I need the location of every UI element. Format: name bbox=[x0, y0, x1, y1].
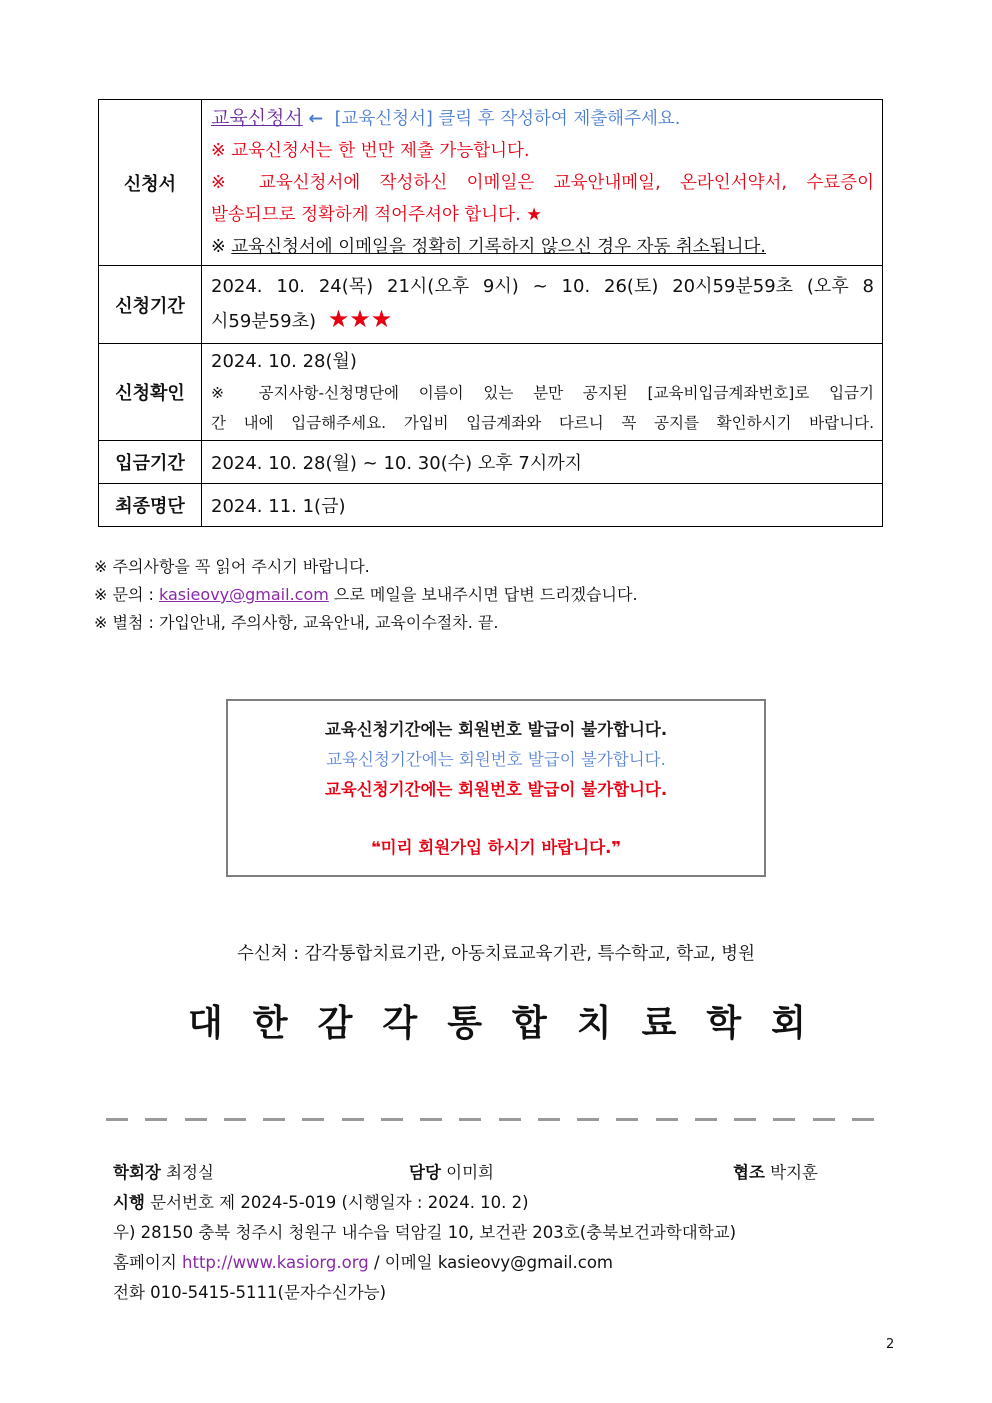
manager-name: 이미희 bbox=[446, 1163, 494, 1182]
inquiry-email-link[interactable]: kasieovy@gmail.com bbox=[158, 585, 329, 604]
org-char: 치 bbox=[576, 1003, 612, 1044]
notice-line-red: 교육신청기간에는 회원번호 발급이 불가합니다. bbox=[324, 780, 668, 799]
coop-name: 박지훈 bbox=[770, 1163, 818, 1182]
notice-signup-reminder: ❝미리 회원가입 하시기 바랍니다.❞ bbox=[370, 838, 622, 857]
left-arrow-icon: ← bbox=[308, 109, 324, 129]
president-name: 최정실 bbox=[166, 1163, 214, 1182]
table-row bbox=[99, 100, 883, 266]
form-note-email-b: 발송되므로 정확하게 적어주셔야 합니다. bbox=[211, 205, 521, 225]
dashed-divider bbox=[106, 1118, 874, 1121]
coop-label: 협조 bbox=[733, 1163, 765, 1182]
exec-label: 시행 bbox=[113, 1193, 145, 1212]
star-icon: ★★★ bbox=[327, 305, 393, 333]
notes-section bbox=[94, 553, 638, 637]
org-char: 대 bbox=[188, 1003, 223, 1044]
document-number: 문서번호 제 2024-5-019 (시행일자 : 2024. 10. 2) bbox=[150, 1193, 529, 1212]
form-note-once: ※ 교육신청서는 한 번만 제출 가능합니다. bbox=[211, 141, 530, 161]
note-read-caution: ※ 주의사항을 꼭 읽어 주시기 바랍니다. bbox=[94, 557, 370, 576]
address: 우) 28150 충북 청주시 청원구 내수읍 덕암길 10, 보건관 203호(충북보건과학대학교) bbox=[113, 1223, 737, 1242]
org-char: 합 bbox=[511, 1003, 547, 1044]
homepage-label: 홈페이지 bbox=[113, 1253, 177, 1272]
recipients: 수신처 : 감각통합치료기관, 아동치료교육기관, 특수학교, 학교, 병원 bbox=[237, 944, 755, 964]
row-header-application-form: 신청서 bbox=[99, 100, 202, 266]
row-body-confirmation bbox=[202, 344, 883, 441]
note-attachments: ※ 별첨 : 가입안내, 주의사항, 교육안내, 교육이수절차. 끝. bbox=[94, 613, 499, 632]
org-char: 감 bbox=[317, 1003, 353, 1044]
phone: 전화 010-5415-5111(문자수신가능) bbox=[113, 1283, 387, 1302]
notice-line-blue: 교육신청기간에는 회원번호 발급이 불가합니다. bbox=[326, 750, 666, 769]
president-label: 학회장 bbox=[113, 1163, 161, 1182]
note-inquiry-label: ※ 문의 : bbox=[94, 585, 154, 604]
final-list-date: 2024. 11. 1(금) bbox=[202, 484, 883, 527]
document-footer bbox=[113, 1158, 833, 1308]
table-row bbox=[99, 441, 883, 484]
org-char: 학 bbox=[706, 1003, 742, 1044]
confirmation-note-b: 간 내에 입금해주세요. 가입비 입금계좌와 다르니 꼭 공지를 확인하시기 바랍니다. bbox=[211, 414, 874, 432]
table-row bbox=[99, 484, 883, 527]
org-char: 료 bbox=[641, 1003, 677, 1044]
form-instruction: [교육신청서] 클릭 후 작성하여 제출해주세요. bbox=[334, 109, 681, 129]
notice-line-black: 교육신청기간에는 회원번호 발급이 불가합니다. bbox=[324, 720, 668, 739]
form-note-auto-cancel: 교육신청서에 이메일을 정확히 기록하지 않으신 경우 자동 취소됩니다. bbox=[231, 237, 766, 257]
payment-period: 2024. 10. 28(월) ~ 10. 30(수) 오후 7시까지 bbox=[202, 441, 883, 484]
row-header-final-list: 최종명단 bbox=[99, 484, 202, 527]
row-header-application-period: 신청기간 bbox=[99, 266, 202, 344]
application-schedule-table bbox=[98, 99, 883, 527]
application-form-link[interactable]: 교육신청서 bbox=[211, 107, 303, 129]
row-header-payment-period: 입금기간 bbox=[99, 441, 202, 484]
confirmation-note-a: ※ 공지사항-신청명단에 이름이 있는 분만 공지된 [교육비입금계좌번호]로 입금기 bbox=[211, 384, 874, 402]
form-note-email-a: ※ 교육신청서에 작성하신 이메일은 교육안내메일, 온라인서약서, 수료증이 bbox=[211, 173, 874, 193]
homepage-link[interactable]: http://www.kasiorg.org bbox=[182, 1253, 369, 1272]
organization-name bbox=[188, 995, 806, 1046]
org-char: 통 bbox=[447, 1003, 482, 1044]
notice-box bbox=[226, 699, 766, 877]
table-row bbox=[99, 344, 883, 441]
footer-email[interactable]: kasieovy@gmail.com bbox=[437, 1253, 613, 1272]
note-inquiry-suffix: 으로 메일을 보내주시면 답변 드리겠습니다. bbox=[333, 585, 638, 604]
page-number: 2 bbox=[886, 1337, 895, 1352]
row-body-application-period bbox=[202, 266, 883, 344]
star-icon: ★ bbox=[526, 205, 542, 225]
email-label: / 이메일 bbox=[373, 1253, 433, 1272]
org-char: 회 bbox=[771, 1003, 806, 1044]
row-header-confirmation: 신청확인 bbox=[99, 344, 202, 441]
note-mark: ※ bbox=[211, 237, 226, 257]
application-period-a: 2024. 10. 24(목) 21시(오후 9시) ~ 10. 26(토) 20시59분59초 (오후 8 bbox=[211, 276, 874, 297]
org-char: 한 bbox=[252, 1003, 288, 1044]
table-row bbox=[99, 266, 883, 344]
manager-label: 담당 bbox=[409, 1163, 441, 1182]
confirmation-date: 2024. 10. 28(월) bbox=[211, 351, 357, 372]
row-body-application-form bbox=[202, 100, 883, 266]
application-period-b: 시59분59초) bbox=[211, 311, 316, 332]
org-char: 각 bbox=[382, 1003, 418, 1044]
